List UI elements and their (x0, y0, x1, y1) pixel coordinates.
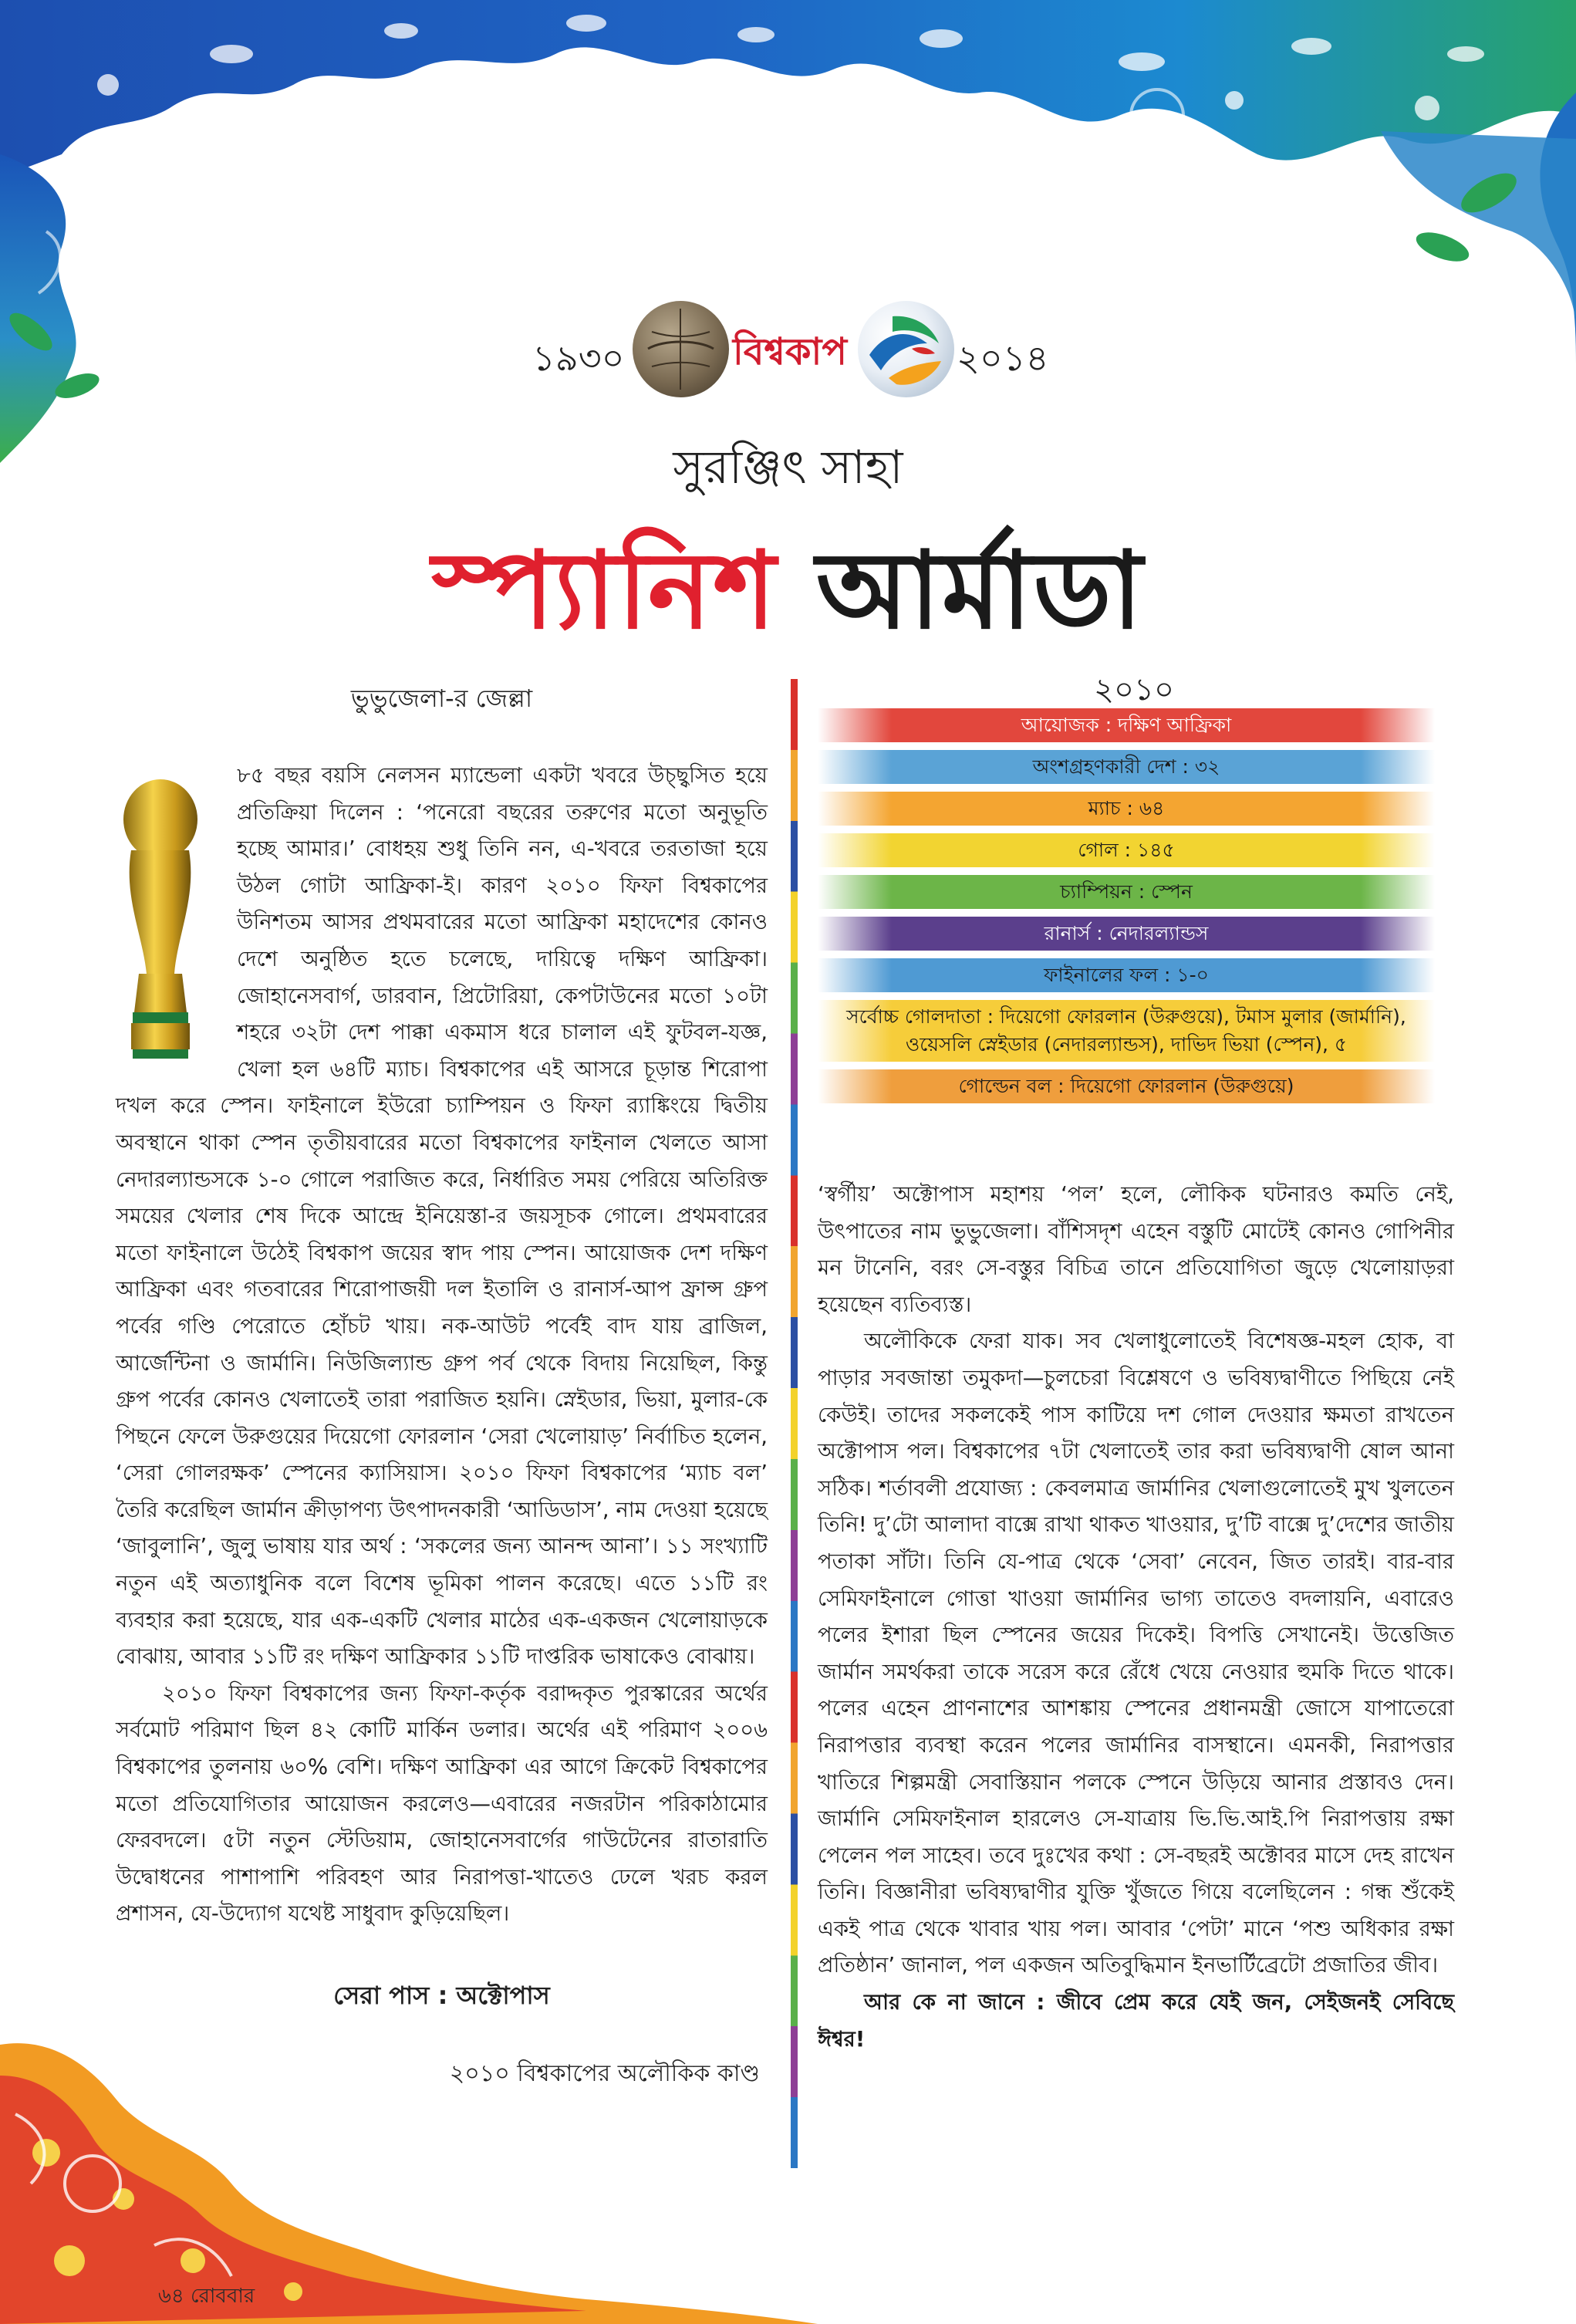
year-end: ২০১৪ (957, 337, 1049, 379)
paragraph: ২০১০ ফিফা বিশ্বকাপের জন্য ফিফা-কর্তৃক বরাদ্দকৃত পুরস্কারের অর্থের সর্বমোট পরিমাণ ছিল ৪২ কোটি মার্কিন ডলার। অর্থের এই পরিমাণ ২০০৬ বিশ্বকাপের তুলনায় ৬০% বেশি। দক্ষিণ আফ্রিকা এর আগে ক্রিকেট বিশ্বকাপের মতো প্রতিযোগিতার আয়োজন করলেও—এবারের নজরটান পরিকাঠামোর ফেরবদলে। ৫টা নতুন স্টেডিয়াম, জোহানেসবার্গের গাউটেনের রাতারাতি উদ্বোধনের পাশাপাশি পরিবহণ আর নিরাপত্তা-খাতেও ঢেলে খরচ করল প্রশাসন, যে-উদ্যোগ যথেষ্ট সাধুবাদ কুড়িয়েছিল। (116, 1681, 768, 1927)
left-column (116, 679, 768, 2094)
stat-row: গোল্ডেন বল : দিয়েগো ফোরলান (উরুগুয়ে) (818, 1069, 1435, 1103)
stat-row: সর্বোচ্চ গোলদাতা : দিয়েগো ফোরলান (উরুগুয়ে), টমাস মুলার (জার্মানি), ওয়েসলি স্নেইডার (নেদারল্যান্ডস), দাভিদ ভিয়া (স্পেন), ৫ (818, 1000, 1435, 1062)
old-leather-football-icon (633, 301, 729, 397)
paragraph: ৮৫ বছর বয়সি নেলসন ম্যান্ডেলা একটা খবরে উচ্ছ্বসিত হয়ে প্রতিক্রিয়া দিলেন : ‘পনেরো বছরের তরুণের মতো অনুভূতি হচ্ছে আমার।’ বোধহয় শুধু তিনি নন, এ-খবরে তরতাজা হয়ে উঠল গোটা আফ্রিকা-ই। কারণ ২০১০ ফিফা বিশ্বকাপের উনিশতম আসর প্রথমবারের মতো আফ্রিকা মহাদেশের কোনও দেশে অনুষ্ঠিত হতে চলেছে, দায়িত্বে দক্ষিণ আফ্রিকা। জোহানেসবার্গ, ডারবান, প্রিটোরিয়া, কেপটাউনের মতো ১০টা শহরে ৩২টা দেশ পাক্কা একমাস ধরে চালাল এই ফুটবল-যজ্ঞ, খেলা হল ৬৪টি ম্যাচ। বিশ্বকাপের এই আসরে চূড়ান্ত শিরোপা দখল করে স্পেন। ফাইনালে ইউরো চ্যাম্পিয়ন ও ফিফা র‍্যাঙ্কিংয়ে দ্বিতীয় অবস্থানে থাকা স্পেন তৃতীয়বারের মতো বিশ্বকাপের ফাইনাল খেলতে আসা নেদারল্যান্ডসকে ১-০ গোলে পরাজিত করে, নির্ধারিত সময় পেরিয়ে অতিরিক্ত সময়ের খেলার শেষ দিকে আন্দ্রে ইনিয়েস্তা-র জয়সূচক গোলে। প্রথমবারের মতো ফাইনালে উঠেই বিশ্বকাপ জয়ের স্বাদ পায় স্পেন। আয়োজক দেশ দক্ষিণ আফ্রিকা এবং গতবারের শিরোপাজয়ী দল ইতালি ও রানার্স-আপ ফ্রান্স গ্রুপ পর্বের গণ্ডি পেরোতে হোঁচট খায়। নক-আউট পর্বেই বাদ যায় ব্রাজিল, আর্জেন্টিনা ও জার্মানি। নিউজিল্যান্ড গ্রুপ পর্ব থেকে বিদায় নিয়েছিল, কিন্তু গ্রুপ পর্বের কোনও খেলাতেই তারা পরাজিত হয়নি। স্নেইডার, ভিয়া, মুলার-কে পিছনে ফেলে উরুগুয়ের দিয়েগো ফোরলান ‘সেরা খেলোয়াড়’ নির্বাচিত হলেন, ‘সেরা গোলরক্ষক’ স্পেনের ক্যাসিয়াস। ২০১০ ফিফা বিশ্বকাপের ‘ম্যাচ বল’ তৈরি করেছিল জার্মান ক্রীড়াপণ্য উৎপাদনকারী ‘আডিডাস’, নাম দেওয়া হয়েছে ‘জাবুলানি’, জুলু ভাষায় যার অর্থ : ‘সকলের জন্য আনন্দ আনা’। ১১ সংখ্যাটি নতুন এই অত্যাধুনিক বলে বিশেষ ভূমিকা পালন করেছে। এতে ১১টি রং ব্যবহার করা হয়েছে, যার এক-একটি খেলার মাঠের এক-একজন খেলোয়াড়কে বোঝায়, আবার ১১টি রং দক্ষিণ আফ্রিকার ১১টি দাপ্তরিক ভাষাকেও বোঝায়। (116, 763, 768, 1670)
article-title (0, 509, 1576, 687)
sub-heading: সেরা পাস : অক্টোপাস (333, 1981, 550, 2010)
stat-row: আয়োজক : দক্ষিণ আফ্রিকা (818, 708, 1435, 742)
stat-row: রানার্স : নেদারল্যান্ডস (818, 917, 1435, 951)
stat-row: ম্যাচ : ৬৪ (818, 792, 1435, 826)
stat-row: ফাইনালের ফল : ১-০ (818, 958, 1435, 992)
decorative-top-border (0, 0, 1576, 478)
page-footer: ৬৪ রোববার (158, 2285, 255, 2308)
stats-year: ২০১০ (1094, 672, 1174, 708)
section-heading: ভুভুজেলা-র জেল্লা (350, 684, 533, 713)
title-red-word: স্প্যানিশ (431, 529, 778, 653)
stat-row: অংশগ্রহণকারী দেশ : ৩২ (818, 750, 1435, 784)
stats-box (818, 708, 1435, 1111)
right-column (818, 1177, 1454, 2058)
stat-row: চ্যাম্পিয়ন : স্পেন (818, 875, 1435, 909)
stat-row: গোল : ১৪৫ (818, 833, 1435, 867)
paragraph: অলৌকিকে ফেরা যাক। সব খেলাধুলোতেই বিশেষজ্ঞ-মহল হোক, বা পাড়ার সবজান্তা তমুকদা—চুলচেরা বিশ্লেষণে ও ভবিষ্যদ্বাণীতে পিছিয়ে নেই কেউই। তাদের সকলকেই পাস কাটিয়ে দশ গোল দেওয়ার ক্ষমতা রাখতেন অক্টোপাস পল। বিশ্বকাপের ৭টা খেলাতেই তার করা ভবিষ্যদ্বাণী ষোল আনা সঠিক। শর্তাবলী প্রযোজ্য : কেবলমাত্র জার্মানির খেলাগুলোতেই মুখ খুলতেন তিনি! দু’টো আলাদা বাক্সে রাখা থাকত খাওয়ার, দু’টি বাক্সে দু’দেশের জাতীয় পতাকা সাঁটা। তিনি যে-পাত্র থেকে ‘সেবা’ নেবেন, জিত তারই। বার-বার সেমিফাইনালে গোত্তা খাওয়া জার্মানির ভাগ্য তাতেও বদলায়নি, এবারেও পলের ইশারা ছিল স্পেনের জয়ের দিকেই। বিপত্তি সেখানেই। উত্তেজিত জার্মান সমর্থকরা তাকে সরেস করে রেঁধে খেয়ে নেওয়ার হুমকি দিতে থাকে। পলের এহেন প্রাণনাশের আশঙ্কায় স্পেনের প্রধানমন্ত্রী জোসে যাপাতেরো নিরাপত্তার ব্যবস্থা করেন পলের জার্মানির বাসস্থানে। এমনকী, নিরাপত্তার খাতিরে শিল্পমন্ত্রী সেবাস্তিয়ান পলকে স্পেনে উড়িয়ে আনার প্রস্তাবও দেন। জার্মানি সেমিফাইনাল হারলেও সে-যাত্রায় ভি.ভি.আই.পি নিরাপত্তায় রক্ষা পেলেন পল সাহেব। তবে দুঃখের কথা : সে-বছরই অক্টোবর মাসে দেহ রাখেন তিনি। বিজ্ঞানীরা ভবিষ্যদ্বাণীর যুক্তি খুঁজতে গিয়ে বলেছিলেন : গন্ধ শুঁকেই একই পাত্র থেকে খাবার খায় পল। আবার ‘পেটা’ মানে ‘পশু অধিকার রক্ষা প্রতিষ্ঠান’ জানাল, পল একজন অতিবুদ্ধিমান ইনভার্টিব্রেটো প্রজাতির জীব। (818, 1329, 1454, 1978)
column-divider (791, 679, 798, 2168)
world-cup-trophy-icon (100, 765, 220, 1074)
world-cup-label: বিশ্বকাপ (733, 330, 847, 373)
decorative-bottom-border (0, 1952, 818, 2324)
year-start: ১৯৩০ (532, 337, 625, 379)
title-black-word: আর্মাডা (815, 529, 1145, 653)
author-byline: সুরঞ্জিৎ সাহা (673, 441, 903, 495)
jabulani-ball-icon (858, 301, 954, 397)
closing-line: আর কে না জানে : জীবে প্রেম করে যেই জন, সেইজনই সেবিছে ঈশ্বর! (818, 1990, 1454, 2052)
sub-heading-2: ২০১০ বিশ্বকাপের অলৌকিক কাণ্ড (449, 2060, 760, 2087)
paragraph: ‘স্বর্গীয়’ অক্টোপাস মহাশয় ‘পল’ হলে, লৌকিক ঘটনারও কমতি নেই, উৎপাতের নাম ভুভুজেলা। বাঁশিসদৃশ এহেন বস্তুটি মোটেই কোনও গোপিনীর মন টানেনি, বরং সে-বস্তুর বিচিত্র তানে প্রতিযোগিতা জুড়ে খেলোয়াড়রা হয়েছেন ব্যতিব্যস্ত। (818, 1182, 1454, 1317)
